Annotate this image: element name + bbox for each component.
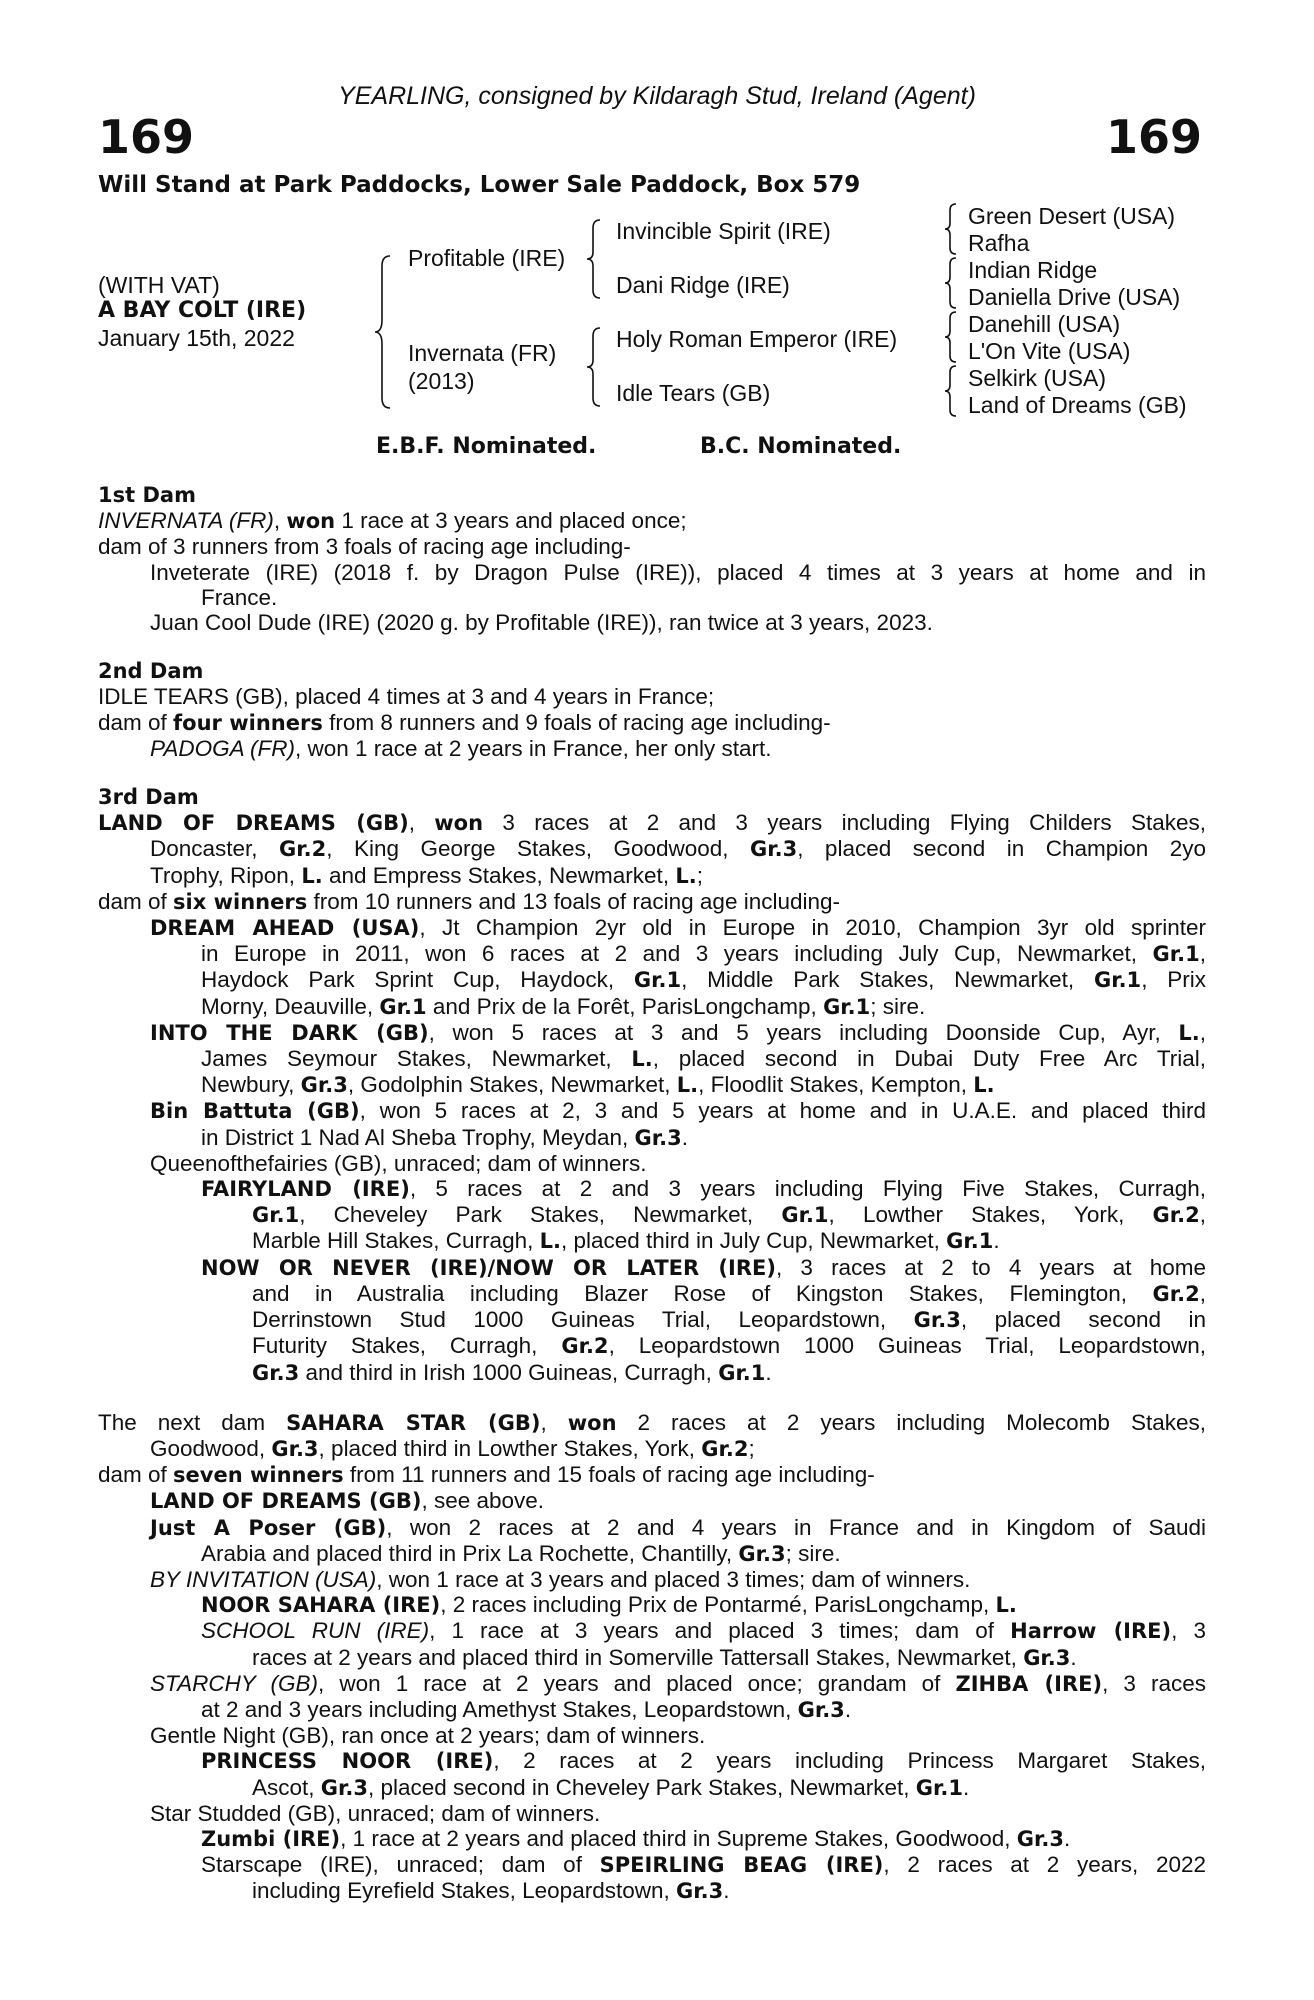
bold-text: L.	[301, 863, 323, 888]
bold-text: Gr.3	[676, 1879, 724, 1904]
pedigree-line	[98, 1228, 1206, 1254]
horse-name: A BAY COLT (IRE)	[98, 298, 307, 323]
pedigree-line	[98, 610, 1206, 635]
horse-dob: January 15th, 2022	[98, 325, 295, 351]
bold-text: Gr.3	[320, 1775, 368, 1800]
pedigree-line	[98, 736, 1206, 761]
line-text: , 3	[1171, 1618, 1206, 1644]
pedigree-sire: Profitable (IRE)	[408, 245, 566, 271]
bold-text: Gr.2	[279, 837, 327, 862]
lot-number-right: 169	[1105, 110, 1202, 164]
pedigree-line	[98, 1852, 1206, 1878]
bc-nominated: B.C. Nominated.	[700, 434, 902, 459]
line-text: in Europe in 2011, won 6 races at 2 and 3 years including July Cup, Newmarket,	[201, 941, 1153, 967]
bold-text: Zumbi (IRE)	[201, 1826, 341, 1851]
pedigree-g2: Rafha	[968, 230, 1030, 256]
line-text: , placed second in	[960, 1307, 1207, 1333]
line-text: Derrinstown Stud 1000 Guineas Trial, Leopardstown,	[252, 1307, 914, 1333]
pedigree-g1: Green Desert (USA)	[968, 203, 1176, 229]
pedigree-g5: Danehill (USA)	[968, 311, 1121, 337]
bold-text: Gr.1	[379, 994, 427, 1019]
pedigree-line	[98, 1671, 1206, 1697]
pedigree-brace-g3c	[942, 310, 960, 366]
line-text: , King George Stakes, Goodwood,	[326, 836, 751, 862]
pedigree-brace-dam	[584, 326, 604, 410]
pedigree-line	[98, 1125, 1206, 1151]
line-text: Gentle Night (GB), ran once at 2 years; dam of winners.	[150, 1723, 706, 1749]
pedigree-line	[98, 1488, 1206, 1514]
pedigree-line	[98, 1255, 1206, 1281]
pedigree-line	[98, 1697, 1206, 1723]
line-text: ,	[1199, 1202, 1206, 1228]
bold-text: Gr.3	[252, 1360, 300, 1385]
line-text: ,	[1199, 1019, 1207, 1045]
line-text: from 8 runners and 9 foals of racing age including-	[322, 709, 831, 735]
line-text: Goodwood,	[150, 1435, 272, 1461]
bold-text: Gr.3	[271, 1436, 319, 1461]
pedigree-dam-sire: Holy Roman Emperor (IRE)	[616, 326, 898, 352]
bold-text: L.	[631, 1047, 653, 1072]
pedigree-line	[98, 1515, 1206, 1541]
line-text: , placed second in Dubai Duty Free Arc Trial,	[652, 1046, 1206, 1072]
bold-text: won	[286, 509, 336, 534]
line-text: ; sire.	[785, 1540, 841, 1566]
line-text: Juan Cool Dude (IRE) (2020 g. by Profitable (IRE)), ran twice at 3 years, 2023.	[150, 610, 933, 636]
line-text: , 5 races at 2 and 3 years including Flying Five Stakes, Curragh,	[409, 1176, 1206, 1202]
line-text: ,	[273, 508, 287, 534]
line-text: , won 5 races at 3 and 5 years including Doonside Cup, Ayr,	[428, 1019, 1179, 1045]
line-text: ,	[408, 810, 435, 836]
line-text: ,	[1199, 1280, 1206, 1306]
ebf-nominated: E.B.F. Nominated.	[376, 434, 597, 459]
line-text: ;	[696, 862, 703, 888]
pedigree-sire-dam: Dani Ridge (IRE)	[616, 272, 790, 298]
pedigree-line	[98, 1072, 1206, 1098]
pedigree-line	[98, 810, 1206, 836]
line-text: Queenofthefairies (GB), unraced; dam of winners.	[150, 1150, 647, 1176]
line-text: ,	[540, 1409, 568, 1435]
pedigree-line	[98, 1592, 1206, 1618]
line-text: Ascot,	[252, 1774, 321, 1800]
lot-number-left: 169	[98, 110, 195, 164]
pedigree-line	[98, 1151, 1206, 1176]
line-text: Marble Hill Stakes, Curragh,	[252, 1228, 540, 1254]
pedigree-line	[98, 1307, 1206, 1333]
pedigree-line	[98, 1020, 1206, 1046]
bold-text: L.	[973, 1073, 995, 1098]
line-text: dam of	[98, 709, 174, 735]
bold-text: Gr.3	[1016, 1826, 1064, 1851]
pedigree-line	[98, 1567, 1206, 1592]
pedigree-sire-sire: Invincible Spirit (IRE)	[616, 218, 831, 244]
pedigree-line	[98, 1723, 1206, 1748]
line-text: 3 races at 2 and 3 years including Flying Childers Stakes,	[483, 810, 1207, 836]
line-text: 2 races at 2 years including Molecomb Stakes,	[616, 1409, 1206, 1435]
bold-text: Gr.1	[946, 1229, 994, 1254]
pedigree-line	[98, 1748, 1206, 1774]
pedigree-line	[98, 1176, 1206, 1202]
bold-text: Gr.1	[633, 968, 682, 993]
line-text: , won 1 race at 2 years and placed once; grandam of	[318, 1670, 956, 1696]
bold-text: L.	[675, 863, 697, 888]
bold-text: Gr.1	[915, 1775, 963, 1800]
line-text: , placed third in Lowther Stakes, York,	[318, 1435, 702, 1461]
line-text: Arabia and placed third in Prix La Rochette, Chantilly,	[201, 1540, 739, 1566]
bold-text: NOW OR NEVER (IRE)/NOW OR LATER (IRE)	[201, 1255, 776, 1280]
italic-text: STARCHY (GB)	[150, 1670, 319, 1696]
bold-text: Gr.2	[1152, 1203, 1200, 1228]
line-text: ;	[748, 1435, 755, 1461]
line-text: Starscape (IRE), unraced; dam of	[201, 1852, 600, 1878]
bold-text: Gr.3	[750, 837, 798, 862]
bold-text: four winners	[173, 710, 323, 735]
pedigree-g4: Daniella Drive (USA)	[968, 284, 1181, 310]
pedigree-line	[98, 1541, 1206, 1567]
pedigree-line	[98, 863, 1206, 889]
line-text: including Eyrefield Stakes, Leopardstown,	[252, 1878, 676, 1904]
line-text: , 2 races at 2 years including Princess Margaret Stakes,	[493, 1748, 1207, 1774]
pedigree-dam-dam: Idle Tears (GB)	[616, 380, 771, 406]
bold-text: Gr.3	[797, 1697, 845, 1722]
section-title: 2nd Dam	[98, 659, 204, 684]
pedigree-line	[98, 1775, 1206, 1801]
bold-text: Harrow (IRE)	[1010, 1619, 1172, 1644]
line-text: , 3 races at 2 to 4 years at home	[775, 1254, 1206, 1280]
line-text: Trophy, Ripon,	[150, 862, 302, 888]
bold-text: DREAM AHEAD (USA)	[150, 916, 420, 941]
pedigree-line	[98, 1826, 1206, 1852]
line-text: , won 1 race at 3 years and placed 3 times; dam of winners.	[376, 1566, 971, 1592]
pedigree-line	[98, 534, 1206, 559]
line-text: .	[1063, 1825, 1071, 1851]
line-text: ; sire.	[870, 993, 926, 1019]
line-text: Inveterate (IRE) (2018 f. by Dragon Pulse (IRE)), placed 4 times at 3 years at home and in	[150, 559, 1206, 585]
pedigree-brace-g3a	[942, 202, 960, 258]
bold-text: L.	[676, 1073, 699, 1098]
bold-text: L.	[995, 1593, 1017, 1618]
bold-text: Bin Battuta (GB)	[150, 1099, 360, 1124]
pedigree-line	[98, 684, 1206, 709]
line-text: , 1 race at 2 years and placed third in Supreme Stakes, Goodwood,	[340, 1825, 1017, 1851]
line-text: , see above.	[421, 1488, 545, 1514]
line-text: , 3 races	[1102, 1670, 1207, 1696]
bold-text: Gr.1	[1152, 942, 1200, 967]
pedigree-line	[98, 1333, 1206, 1359]
pedigree-line	[98, 585, 1206, 610]
italic-text: SCHOOL RUN (IRE)	[201, 1618, 430, 1644]
line-text: , won 2 races at 2 and 4 years in France and in Kingdom of Saudi	[386, 1514, 1207, 1540]
pedigree-line	[98, 1645, 1206, 1671]
bold-text: won	[434, 811, 484, 836]
bold-text: Gr.3	[913, 1308, 961, 1333]
pedigree-line	[98, 1618, 1206, 1644]
section-gap	[98, 1386, 1206, 1410]
pedigree-line	[98, 915, 1206, 941]
pedigree-line	[98, 1462, 1206, 1488]
line-text: , Floodlit Stakes, Kempton,	[698, 1072, 974, 1098]
line-text: , placed third in July Cup, Newmarket,	[560, 1228, 947, 1254]
pedigree-line	[98, 941, 1206, 967]
bold-text: six winners	[173, 889, 308, 914]
pedigree-g6: L'On Vite (USA)	[968, 338, 1131, 364]
bold-text: Gr.3	[1023, 1645, 1071, 1670]
line-text: .	[993, 1228, 1000, 1254]
section-gap	[98, 635, 1206, 659]
section-title: 1st Dam	[98, 483, 196, 507]
bold-text: L.	[1178, 1020, 1200, 1045]
line-text: IDLE TEARS (GB), placed 4 times at 3 and 4 years in France;	[98, 684, 715, 710]
bold-text: won	[567, 1410, 617, 1435]
bold-text: SPEIRLING BEAG (IRE)	[599, 1853, 884, 1878]
line-text: James Seymour Stakes, Newmarket,	[201, 1046, 632, 1072]
line-text: .	[681, 1124, 689, 1150]
pedigree-g3: Indian Ridge	[968, 257, 1098, 283]
bold-text: INTO THE DARK (GB)	[150, 1020, 429, 1045]
line-text: .	[962, 1774, 970, 1800]
bold-text: SAHARA STAR (GB)	[286, 1410, 541, 1435]
line-text: in District 1 Nad Al Sheba Trophy, Meydan,	[201, 1124, 635, 1150]
line-text: , Cheveley Park Stakes, Newmarket,	[299, 1202, 782, 1228]
line-text: , 2 races including Prix de Pontarmé, ParisLongchamp,	[440, 1592, 996, 1618]
line-text: , won 5 races at 2, 3 and 5 years at home and in U.A.E. and placed third	[359, 1098, 1206, 1124]
line-text: .	[844, 1696, 852, 1722]
pedigree-line	[98, 1046, 1206, 1072]
vat-note: (WITH VAT)	[98, 272, 220, 298]
line-text: Star Studded (GB), unraced; dam of winners.	[150, 1800, 601, 1826]
italic-text: PADOGA (FR)	[150, 735, 295, 761]
bold-text: Gr.3	[300, 1073, 348, 1098]
line-text: .	[1070, 1644, 1077, 1670]
line-text: dam of 3 runners from 3 foals of racing age including-	[98, 534, 631, 560]
pedigree-line	[98, 1360, 1206, 1386]
italic-text: INVERNATA (FR)	[98, 508, 274, 534]
section-gap	[98, 761, 1206, 785]
line-text: .	[723, 1878, 730, 1904]
pedigree-line	[98, 1202, 1206, 1228]
bold-text: Gr.3	[738, 1541, 786, 1566]
pedigree-brace-main	[372, 254, 394, 410]
bold-text: NOOR SAHARA (IRE)	[201, 1593, 441, 1618]
bold-text: PRINCESS NOOR (IRE)	[201, 1749, 494, 1774]
line-text: ,	[1199, 941, 1206, 967]
bold-text: L.	[539, 1229, 561, 1254]
pedigree-brace-sire	[584, 218, 604, 302]
line-text: , Jt Champion 2yr old in Europe in 2010, Champion 3yr old sprinter	[419, 915, 1206, 941]
bold-text: Gr.2	[561, 1334, 609, 1359]
pedigree-line	[98, 1281, 1206, 1307]
line-text: , Leopardstown 1000 Guineas Trial, Leopardstown,	[608, 1333, 1206, 1359]
line-text: and Prix de la Forêt, ParisLongchamp,	[426, 993, 824, 1019]
bold-text: Gr.3	[634, 1125, 682, 1150]
pedigree-line	[98, 1098, 1206, 1124]
line-text: , Prix	[1141, 967, 1206, 993]
pedigree-g8: Land of Dreams (GB)	[968, 392, 1187, 418]
line-text: Newbury,	[201, 1072, 301, 1098]
pedigree-line	[98, 1436, 1206, 1462]
pedigree-line	[98, 1410, 1206, 1436]
line-text: from 11 runners and 15 foals of racing age including-	[343, 1462, 875, 1488]
line-text: Futurity Stakes, Curragh,	[252, 1333, 562, 1359]
line-text: The next dam	[98, 1409, 287, 1435]
pedigree-line	[98, 710, 1206, 736]
line-text: , 1 race at 3 years and placed 3 times; dam of	[429, 1618, 1011, 1644]
line-text: and in Australia including Blazer Rose of Kingston Stakes, Flemington,	[252, 1280, 1153, 1306]
bold-text: LAND OF DREAMS (GB)	[98, 811, 409, 836]
line-text: .	[765, 1359, 772, 1385]
line-text: and third in Irish 1000 Guineas, Curragh,	[299, 1359, 719, 1385]
line-text: dam of	[98, 888, 174, 914]
line-text: from 10 runners and 13 foals of racing age including-	[307, 888, 841, 914]
pedigree-line	[98, 994, 1206, 1020]
bold-text: Gr.1	[823, 994, 871, 1019]
pedigree-line	[98, 1801, 1206, 1826]
line-text: Haydock Park Sprint Cup, Haydock,	[201, 967, 634, 993]
line-text: races at 2 years and placed third in Somerville Tattersall Stakes, Newmarket,	[252, 1644, 1024, 1670]
pedigree-dam: Invernata (FR)	[408, 340, 557, 366]
pedigree-line	[98, 967, 1206, 993]
pedigree-dam-year: (2013)	[408, 368, 475, 394]
line-text: Doncaster,	[150, 836, 280, 862]
line-text: Morny, Deauville,	[201, 993, 380, 1019]
bold-text: Just A Poser (GB)	[150, 1515, 387, 1540]
bold-text: Gr.2	[701, 1436, 749, 1461]
italic-text: BY INVITATION (USA)	[150, 1566, 377, 1592]
line-text: at 2 and 3 years including Amethyst Stakes, Leopardstown,	[201, 1696, 798, 1722]
line-text: , Middle Park Stakes, Newmarket,	[681, 967, 1094, 993]
pedigree-line	[98, 889, 1206, 915]
bold-text: Gr.1	[718, 1360, 766, 1385]
line-text: 1 race at 3 years and placed once;	[335, 508, 687, 534]
pedigree-brace-g3d	[942, 364, 960, 420]
line-text: , Godolphin Stakes, Newmarket,	[347, 1072, 677, 1098]
pedigree-line	[98, 1878, 1206, 1904]
line-text: France.	[201, 584, 278, 610]
section-title: 3rd Dam	[98, 785, 199, 810]
line-text: , placed second in Cheveley Park Stakes, Newmarket,	[367, 1774, 916, 1800]
pedigree-body	[98, 483, 1206, 1905]
bold-text: LAND OF DREAMS (GB)	[150, 1489, 422, 1514]
stand-location: Will Stand at Park Paddocks, Lower Sale Paddock, Box 579	[98, 172, 861, 198]
bold-text: Gr.1	[252, 1203, 300, 1228]
bold-text: seven winners	[173, 1463, 344, 1488]
line-text: dam of	[98, 1462, 174, 1488]
line-text: , won 1 race at 2 years in France, her only start.	[295, 735, 772, 761]
pedigree-line	[98, 508, 1206, 534]
bold-text: Gr.1	[1093, 968, 1142, 993]
consigned-by: YEARLING, consigned by Kildaragh Stud, Ireland (Agent)	[338, 82, 976, 110]
line-text: , placed second in Champion 2yo	[797, 836, 1206, 862]
line-text: , Lowther Stakes, York,	[828, 1202, 1153, 1228]
bold-text: Gr.2	[1152, 1281, 1200, 1306]
pedigree-line	[98, 836, 1206, 862]
line-text: and Empress Stakes, Newmarket,	[322, 862, 676, 888]
pedigree-line	[98, 560, 1206, 585]
pedigree-g7: Selkirk (USA)	[968, 365, 1107, 391]
line-text: , 2 races at 2 years, 2022	[883, 1852, 1206, 1878]
bold-text: ZIHBA (IRE)	[955, 1671, 1103, 1696]
bold-text: FAIRYLAND (IRE)	[201, 1177, 410, 1202]
bold-text: Gr.1	[781, 1203, 829, 1228]
pedigree-brace-g3b	[942, 256, 960, 312]
